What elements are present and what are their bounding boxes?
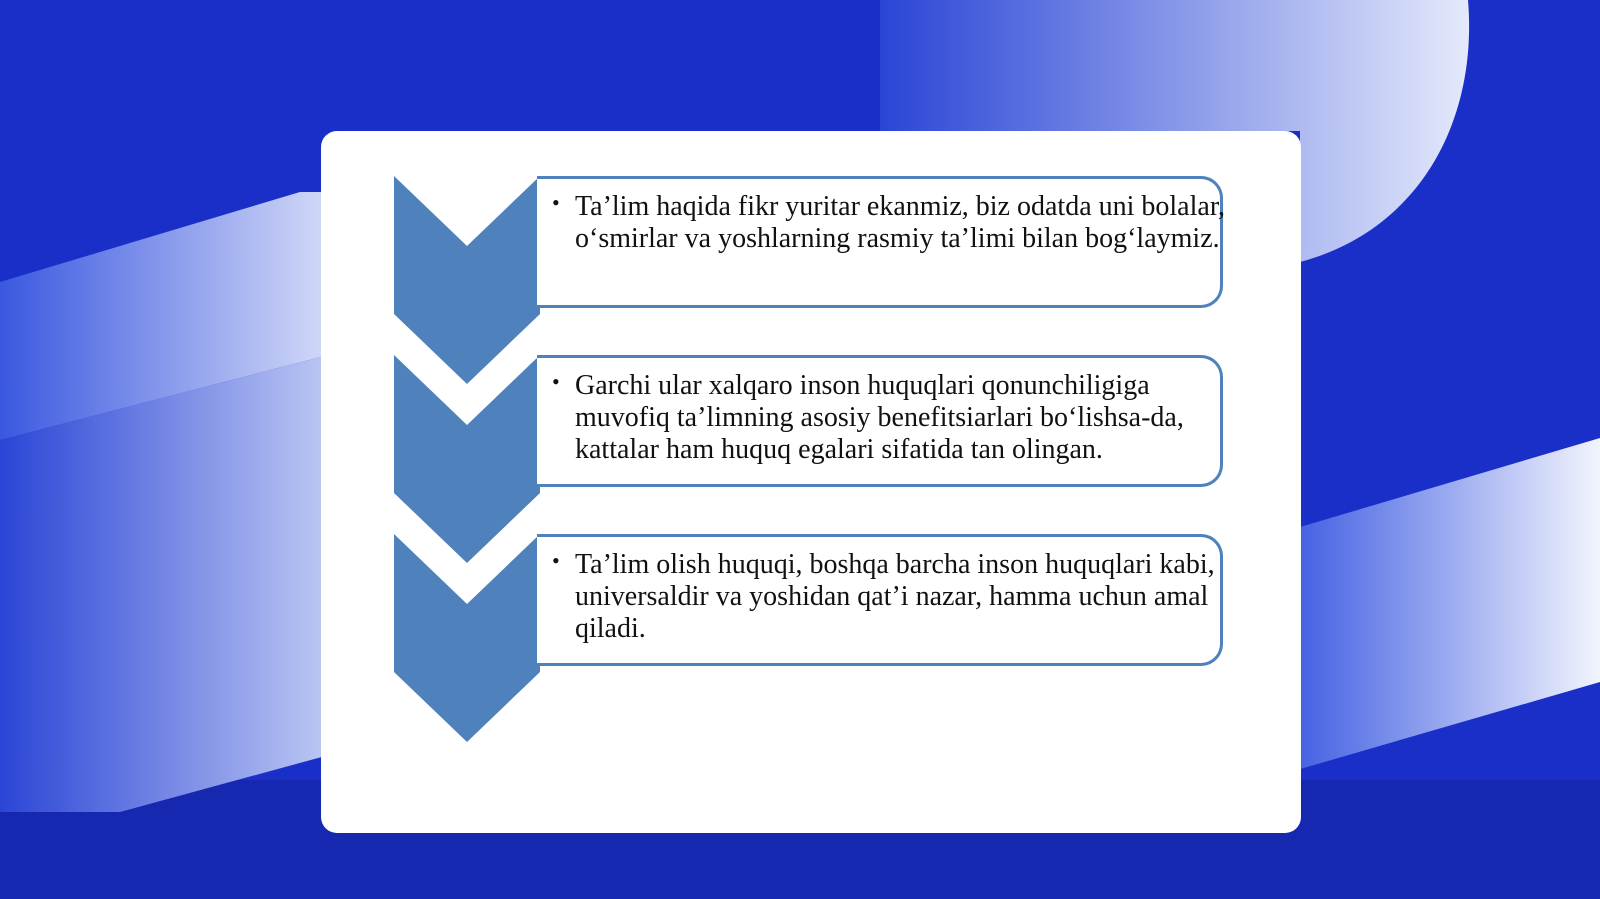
bullet-dot: • <box>552 190 560 215</box>
list-item-text-1: Ta’lim haqida fikr yuritar ekanmiz, biz odatda uni bolalar, o‘smirlar va yoshlarning rasmiy ta’limi bilan bog‘laymiz. <box>575 191 1226 254</box>
chevron-arrow-3 <box>394 534 540 754</box>
list-item-text-3: Ta’lim olish huquqi, boshqa barcha inson huquqlari kabi, universaldir va yoshidan qat’i nazar, hamma uchun amal qiladi. <box>575 549 1215 644</box>
bullet-dot: • <box>552 548 560 573</box>
list-item-text-2: Garchi ular xalqaro inson huquqlari qonunchiligiga muvofiq ta’limning asosiy benefitsiarlari bo‘lishsa-da, kattalar ham huquq egalari sifatida tan olingan. <box>575 370 1184 465</box>
bullet-dot: • <box>552 369 560 394</box>
